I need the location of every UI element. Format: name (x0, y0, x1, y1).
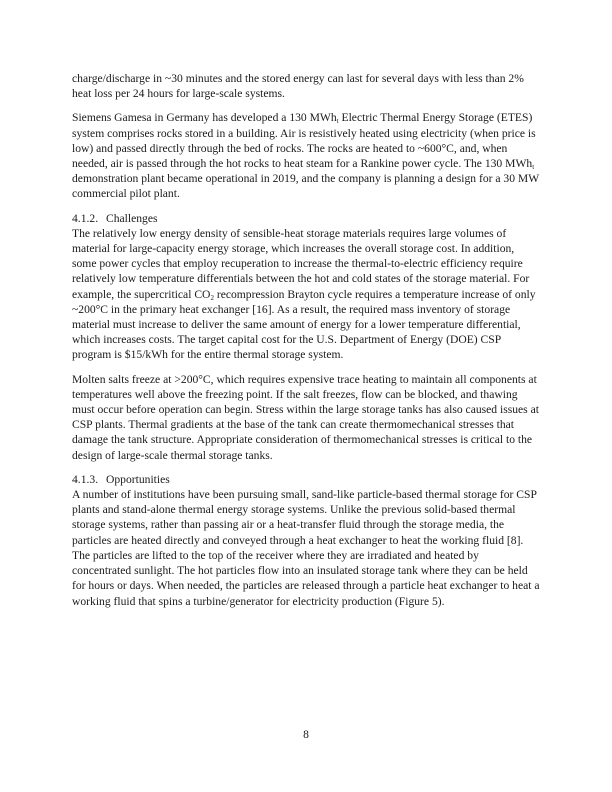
text-run: Siemens Gamesa in Germany has developed a 130 MWh (72, 111, 337, 125)
section-title: Opportunities (106, 472, 170, 486)
text-run: recompression Brayton cycle requires a temperature increase of only ~200°C in the primary heat exchanger [16]. As a result, the required mass inventory of storage material must increase to deliver the same amount of energy for a lower temperature differential, which increases costs. The target capital cost for the U.S. Department of Energy (DOE) CSP program is $15/kWh for the entire thermal storage system. (72, 287, 536, 362)
section-number: 4.1.2. (72, 211, 99, 225)
section-title: Challenges (106, 211, 158, 225)
paragraph-molten-salts: Molten salts freeze at >200°C, which requires expensive trace heating to maintain all components at temperatures well above the freezing point. If the salt freezes, flow can be blocked, and thawing must occur before operation can begin. Stress within the large storage tanks has also caused issues at CSP plants. Thermal gradients at the base of the tank can create thermomechanical stresses that damage the tank structure. Appropriate consideration of thermomechanical stresses is critical to the design of large-scale thermal storage tanks. (72, 372, 539, 462)
section-number: 4.1.3. (72, 472, 99, 486)
paragraph-intro-continuation: charge/discharge in ~30 minutes and the stored energy can last for several days with less than 2% heat loss per 24 hours for large-scale systems. (72, 72, 524, 101)
paragraph-siemens-gamesa (72, 110, 540, 201)
text-run: The relatively low energy density of sensible-heat storage materials requires large volumes of material for large-capacity energy storage, which increases the overall storage cost. In addition, some power cycles that employ recuperation to increase the thermal-to-electric efficiency require relatively low temperature differentials between the hot and cold states of the storage material. For example, the supercritical CO (72, 226, 530, 301)
subscript-t: t (336, 117, 339, 126)
text-run: Electric Thermal Energy Storage (ETES) system comprises rocks stored in a building. Air is resistively heated using electricity (when price is low) and passed directly through the bed of rocks. The rocks are heated to ~600°C, and, when needed, air is passed through the hot rocks to heat steam for a Rankine power cycle. The 130 MWh (72, 111, 536, 171)
page-number: 8 (303, 728, 309, 741)
section-heading-opportunities (72, 472, 540, 487)
paragraph-opportunities: A number of institutions have been pursuing small, sand-like particle-based thermal storage for CSP plants and stand-alone thermal energy storage systems. Unlike the previous solid-based thermal storage systems, rather than passing air or a heat-transfer fluid through the storage media, the particles are heated directly and conveyed through a heat exchanger to heat the working fluid [8]. The particles are lifted to the top of the receiver where they are irradiated and heated by concentrated sunlight. The hot particles flow into an insulated storage tank where they can be held for hours or days. When needed, the particles are released through a particle heat exchanger to heat a working fluid that spins a turbine/generator for electricity production (Figure 5). (72, 488, 540, 608)
text-run: demonstration plant became operational in 2019, and the company is planning a design for a 30 MW commercial pilot plant. (72, 172, 539, 201)
subscript-t: t (532, 163, 535, 172)
section-heading-challenges (72, 211, 540, 226)
subscript-2: 2 (210, 293, 214, 302)
page-body (72, 71, 540, 618)
paragraph-challenges (72, 226, 540, 363)
